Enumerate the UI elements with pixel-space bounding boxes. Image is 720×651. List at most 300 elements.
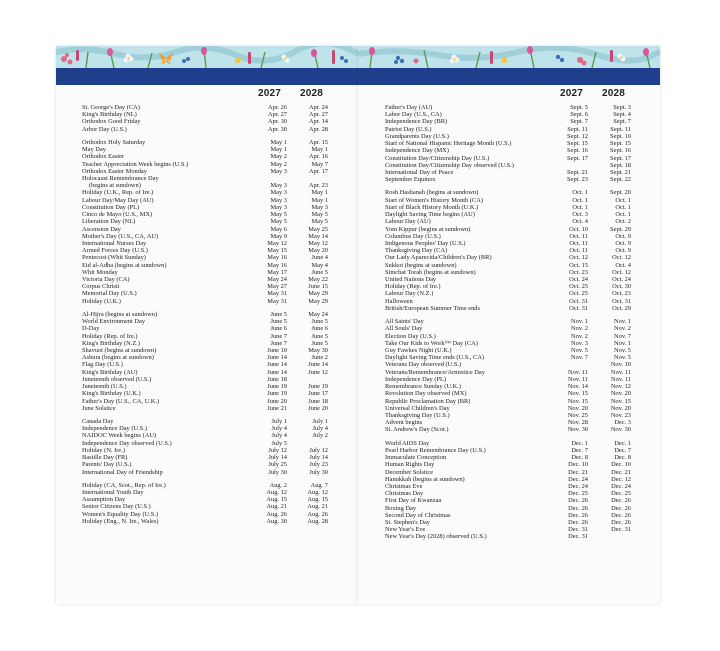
holiday-name: Labor Day (U.S., CA) — [385, 111, 442, 119]
date-2028: Nov. 7 — [614, 332, 631, 340]
date-2027: Nov. 30 — [567, 426, 588, 434]
date-2027: May 3 — [270, 196, 287, 204]
holiday-name: Holiday (CA, Scot., Rep. of Ire.) — [82, 481, 166, 489]
date-2028: June 20 — [308, 404, 328, 412]
date-2027: May 3 — [270, 182, 287, 190]
holiday-name: Whit Monday — [82, 268, 118, 276]
date-2028: Aug. 21 — [307, 503, 328, 511]
date-2027: Oct. 11 — [569, 232, 588, 240]
date-2027: Dec. 1 — [571, 439, 588, 447]
date-2028: Oct. 9 — [615, 247, 631, 255]
holiday-name: British/European Summer Time ends — [385, 304, 480, 312]
date-2028: May 7 — [311, 160, 328, 168]
holiday-row — [358, 247, 660, 254]
date-2027: June 14 — [267, 368, 287, 376]
holiday-name: Canada Day — [82, 417, 114, 425]
holiday-row — [358, 162, 660, 169]
holiday-row — [56, 276, 358, 283]
date-2027: Aug. 2 — [269, 481, 287, 489]
holiday-row — [358, 254, 660, 261]
holiday-row — [358, 262, 660, 269]
date-2027: July 30 — [268, 468, 287, 476]
holiday-row — [358, 490, 660, 497]
date-2027: Oct. 10 — [569, 225, 588, 233]
date-2027: May 5 — [270, 218, 287, 226]
date-2027: May 12 — [267, 239, 287, 247]
date-2027: May 27 — [267, 283, 287, 291]
holiday-name: King's Birthday (NL) — [82, 111, 137, 119]
date-2028: Nov. 30 — [610, 426, 631, 434]
holiday-name: King's Birthday (U.K.) — [82, 390, 141, 398]
holiday-row — [358, 325, 660, 332]
date-2028: June 4 — [311, 254, 328, 262]
holiday-row — [358, 354, 660, 361]
date-2028: Aug. 28 — [307, 517, 328, 525]
date-2027: Oct. 11 — [569, 247, 588, 255]
date-2028: Apr. 27 — [308, 111, 328, 119]
date-2028: Sept. 20 — [610, 189, 631, 197]
floral-header-illustration — [358, 46, 660, 68]
date-2028: Sept. 10 — [610, 132, 631, 140]
holiday-name: Grandparents Day (U.S.) — [385, 132, 449, 140]
date-2027: Dec. 26 — [568, 504, 588, 512]
holiday-row — [358, 189, 660, 196]
date-2028: June 15 — [308, 283, 328, 291]
holiday-row — [358, 333, 660, 340]
holiday-row — [56, 226, 358, 233]
date-2028: June 18 — [308, 397, 328, 405]
date-2028: June 19 — [308, 383, 328, 391]
holiday-name: All Saints' Day — [385, 318, 424, 326]
date-2028: Sept. 16 — [610, 147, 631, 155]
holiday-row — [358, 454, 660, 461]
date-2028: Oct. 4 — [615, 261, 631, 269]
date-2027: Nov. 15 — [567, 390, 588, 398]
date-2028: Nov. 11 — [611, 375, 631, 383]
holiday-row — [56, 347, 358, 354]
holiday-name: December Solstice — [385, 468, 434, 476]
date-2027: June 19 — [267, 390, 287, 398]
date-2027: Oct. 31 — [569, 297, 588, 305]
holiday-name: Independence Day (BR) — [385, 118, 448, 126]
holiday-name: Universal Children's Day — [385, 404, 450, 412]
date-2028: June 14 — [308, 361, 328, 369]
date-2028: June 5 — [311, 339, 328, 347]
holiday-name: Constitution Day/Citizenship Day observed (U.S.) — [385, 161, 514, 169]
holiday-name: Start of National Hispanic Heritage Month (U.S.) — [385, 140, 512, 148]
holiday-row — [56, 247, 358, 254]
holiday-name: St. Andrew's Day (Scot.) — [385, 426, 449, 434]
date-2028: Nov. 10 — [610, 361, 631, 369]
holiday-name: D-Day — [82, 325, 100, 333]
holiday-row — [56, 254, 358, 261]
holiday-name: New Year's Day (2028) observed (U.S.) — [385, 533, 487, 541]
holiday-row — [56, 182, 358, 189]
date-2027: June 14 — [267, 354, 287, 362]
date-2027: May 3 — [270, 189, 287, 197]
date-2027: June 14 — [267, 361, 287, 369]
holiday-row — [358, 169, 660, 176]
date-2028: Nov. 20 — [610, 404, 631, 412]
holiday-name: Al-Hijra (begins at sundown) — [82, 310, 158, 318]
holiday-row — [56, 489, 358, 496]
date-2027: Sept. 6 — [570, 111, 588, 119]
date-2028: Sept. 4 — [613, 111, 631, 119]
date-2028: Sept. 17 — [610, 154, 631, 162]
date-2027: Nov. 20 — [567, 404, 588, 412]
date-2028: Oct. 9 — [615, 232, 631, 240]
holiday-row — [56, 340, 358, 347]
holiday-name: Yom Kippur (begins at sundown) — [385, 225, 471, 233]
date-2028: Dec. 1 — [614, 439, 631, 447]
holiday-row — [56, 161, 358, 168]
holiday-row — [56, 290, 358, 297]
holiday-row — [56, 189, 358, 196]
holiday-row — [358, 405, 660, 412]
holiday-row — [56, 197, 358, 204]
holiday-name: Labour Day/May Day (AU) — [82, 196, 154, 204]
date-2028: Oct. 12 — [612, 254, 631, 262]
holiday-name: September Equinox — [385, 176, 436, 184]
date-2027: Oct. 15 — [569, 261, 588, 269]
year-header-2028: 2028 — [602, 88, 626, 99]
date-2027: Nov. 25 — [567, 411, 588, 419]
holiday-name: Independence Day observed (U.S.) — [82, 439, 172, 447]
date-2027: July 25 — [268, 461, 287, 469]
date-2028: Sept. 7 — [613, 118, 631, 126]
date-2027: Sept. 23 — [567, 176, 588, 184]
holiday-row — [358, 104, 660, 111]
date-2028: Nov. 1 — [614, 339, 631, 347]
date-2027: Oct. 24 — [569, 276, 588, 284]
holiday-name: Mother's Day (U.S., CA, AU) — [82, 232, 159, 240]
holiday-row — [56, 447, 358, 454]
date-2027: Dec. 24 — [568, 475, 588, 483]
holiday-row — [56, 104, 358, 111]
holiday-name: Holiday (Eng., N. Ire., Wales) — [82, 517, 159, 525]
date-2027: Dec. 7 — [571, 446, 588, 454]
holiday-row — [56, 318, 358, 325]
date-2027: Apr. 30 — [267, 118, 287, 126]
date-2028: Dec. 26 — [611, 504, 631, 512]
date-2028: Apr. 28 — [308, 125, 328, 133]
holiday-row — [358, 469, 660, 476]
date-2028: May 29 — [308, 297, 328, 305]
date-2027: Oct. 12 — [569, 254, 588, 262]
holiday-name: Thanksgiving Day (U.S.) — [385, 411, 450, 419]
date-2028: May 25 — [308, 225, 328, 233]
date-2028: July 4 — [312, 425, 328, 433]
holiday-row — [358, 218, 660, 225]
holiday-name: Orthodox Good Friday — [82, 118, 141, 126]
holiday-name: Orthodox Holy Saturday — [82, 138, 146, 146]
date-2027: July 12 — [268, 446, 287, 454]
holiday-row — [358, 419, 660, 426]
holiday-list — [358, 104, 660, 541]
holiday-row — [56, 361, 358, 368]
date-2028: Dec. 12 — [611, 475, 631, 483]
holiday-row — [358, 347, 660, 354]
holiday-name: Juneteenth (U.S.) — [82, 383, 127, 391]
holiday-name: Father's Day (U.S., CA, U.K.) — [82, 397, 160, 405]
holiday-name: Constitution Day/Citizenship Day (U.S.) — [385, 154, 490, 162]
date-2028: June 5 — [311, 332, 328, 340]
holiday-name: Rosh Hashanah (begins at sundown) — [385, 189, 479, 197]
date-2027: Nov. 5 — [571, 347, 588, 354]
date-2027: Dec. 21 — [568, 468, 588, 476]
holiday-row — [358, 461, 660, 468]
date-2028: Apr. 24 — [308, 104, 328, 111]
holiday-row — [56, 405, 358, 412]
holiday-name: Human Rights Day — [385, 461, 435, 469]
holiday-name: Orthodox Easter — [82, 153, 125, 161]
holiday-name: May Day — [82, 146, 106, 154]
holiday-name: Revolution Day observed (MX) — [385, 390, 467, 398]
holiday-row — [358, 126, 660, 133]
holiday-row — [358, 476, 660, 483]
date-2028: Aug. 15 — [307, 496, 328, 504]
holiday-name: Immaculate Conception — [385, 454, 447, 462]
holiday-name: Holiday (N. Ire.) — [82, 446, 125, 454]
holiday-name: Pentecost (Whit Sunday) — [82, 254, 146, 262]
holiday-name: Remembrance Sunday (U.K.) — [385, 383, 461, 391]
holiday-row — [56, 482, 358, 489]
holiday-name: Shavuot (begins at sundown) — [82, 347, 157, 354]
holiday-name: Start of Black History Month (U.K.) — [385, 203, 479, 211]
holiday-row — [358, 318, 660, 325]
holiday-row — [358, 155, 660, 162]
holiday-name: Labour Day (N.Z.) — [385, 290, 434, 298]
date-2028: July 1 — [312, 417, 328, 425]
holiday-name: Sukkot (begins at sundown) — [385, 261, 457, 269]
holiday-name: Pearl Harbor Remembrance Day (U.S.) — [385, 446, 486, 454]
holiday-name: International Day of Friendship — [82, 468, 163, 476]
holiday-row — [56, 298, 358, 305]
holiday-name: Victoria Day (CA) — [82, 276, 130, 284]
holiday-row — [56, 518, 358, 525]
holiday-row — [358, 276, 660, 283]
holiday-name: St. Stephen's Day — [385, 519, 430, 527]
holiday-row — [56, 118, 358, 125]
date-2028: May 5 — [311, 218, 328, 226]
date-2028: July 12 — [309, 446, 328, 454]
floral-header-illustration — [56, 46, 358, 68]
holiday-name: Daylight Saving Time begins (AU) — [385, 211, 475, 219]
holiday-name: Holiday (U.K.) — [82, 297, 121, 305]
date-2027: July 14 — [268, 454, 287, 462]
holiday-name: Veterans Day observed (U.S.) — [385, 361, 462, 369]
date-2027: Oct. 11 — [569, 239, 588, 247]
date-2027: Dec. 8 — [571, 454, 588, 462]
holiday-row — [358, 440, 660, 447]
date-2027: July 4 — [271, 425, 287, 433]
date-2027: Oct. 23 — [569, 268, 588, 276]
holiday-row — [56, 369, 358, 376]
date-2028: Nov. 2 — [614, 325, 631, 333]
date-2028: Nov. 15 — [610, 397, 631, 405]
holiday-name: Armed Forces Day (U.S.) — [82, 247, 148, 255]
date-2028: Sept. 18 — [610, 161, 631, 169]
holiday-name: Advent begins — [385, 419, 423, 427]
date-2028: Oct. 24 — [612, 276, 631, 284]
date-2027: Dec. 26 — [568, 519, 588, 527]
date-2027: Oct. 25 — [569, 290, 588, 298]
holiday-row — [358, 497, 660, 504]
date-2028: May 14 — [308, 232, 328, 240]
holiday-name: Holiday (Rep. of Ire.) — [82, 332, 138, 340]
holiday-name: Start of Women's History Month (CA) — [385, 196, 483, 204]
date-2028: Oct. 1 — [615, 203, 631, 211]
date-2027: Nov. 2 — [571, 332, 588, 340]
holiday-row — [358, 376, 660, 383]
date-2028: June 5 — [311, 268, 328, 276]
holiday-name: Assumption Day — [82, 496, 126, 504]
holiday-name: Cinco de Mayo (U.S., MX) — [82, 211, 153, 219]
holiday-row — [56, 233, 358, 240]
holiday-name: Christmas Day — [385, 490, 424, 498]
date-2027: May 16 — [267, 261, 287, 269]
holiday-row — [56, 325, 358, 332]
holiday-row — [358, 204, 660, 211]
date-2027: July 4 — [271, 432, 287, 440]
holiday-row — [358, 111, 660, 118]
date-2028: June 12 — [308, 368, 328, 376]
holiday-row — [358, 211, 660, 218]
date-2027: June 19 — [267, 383, 287, 391]
holiday-name: Corpus Christi — [82, 283, 120, 291]
holiday-row — [56, 511, 358, 518]
holiday-row — [358, 176, 660, 183]
holiday-name: Christmas Eve — [385, 482, 423, 490]
holiday-name: First Day of Kwanzaa — [385, 497, 442, 505]
holiday-row — [56, 333, 358, 340]
holiday-row — [56, 111, 358, 118]
holiday-row — [358, 283, 660, 290]
date-2028: Dec. 25 — [611, 490, 631, 498]
holiday-name: Patriot Day (U.S.) — [385, 125, 432, 133]
holiday-row — [358, 197, 660, 204]
holiday-name: Daylight Saving Time ends (U.S., CA) — [385, 354, 485, 362]
date-2028: Dec. 26 — [611, 497, 631, 505]
holiday-name: New Year's Eve — [385, 526, 426, 534]
date-2028: Oct. 2 — [615, 218, 631, 226]
holiday-row — [358, 340, 660, 347]
holiday-row — [56, 454, 358, 461]
holiday-row — [358, 269, 660, 276]
date-2027: May 6 — [270, 225, 287, 233]
date-2027: June 10 — [267, 347, 287, 354]
holiday-row — [56, 311, 358, 318]
date-2027: May 3 — [270, 203, 287, 211]
holiday-name: Holiday (Rep. of Ire.) — [385, 283, 441, 291]
holiday-row — [56, 211, 358, 218]
date-2027: Sept. 5 — [570, 104, 588, 111]
holiday-name: Ascension Day — [82, 225, 121, 233]
holiday-row — [358, 369, 660, 376]
date-2028: June 5 — [311, 318, 328, 326]
date-2028: Dec. 3 — [614, 419, 631, 427]
date-2027: May 24 — [267, 276, 287, 284]
date-2027: May 2 — [270, 153, 287, 161]
holiday-name: Orthodox Easter Monday — [82, 167, 147, 175]
holiday-row — [358, 305, 660, 312]
holiday-name: Thanksgiving Day (CA) — [385, 247, 448, 255]
date-2027: May 17 — [267, 268, 287, 276]
date-2027: June 21 — [267, 404, 287, 412]
date-2027: Dec. 31 — [568, 533, 588, 541]
date-2028: Oct. 23 — [612, 290, 631, 298]
date-2027: May 15 — [267, 247, 287, 255]
date-2028: Apr. 23 — [308, 182, 328, 190]
header-band — [358, 68, 660, 85]
date-2027: Nov. 1 — [571, 318, 588, 326]
date-2027: Oct. 1 — [572, 189, 588, 197]
holiday-row — [358, 140, 660, 147]
holiday-row — [358, 533, 660, 540]
date-2027: June 5 — [270, 318, 287, 326]
date-2027: Apr. 26 — [267, 104, 287, 111]
date-2027: Oct. 4 — [572, 218, 588, 226]
date-2028: Apr. 17 — [308, 167, 328, 175]
holiday-name: Constitution Day (PL) — [82, 203, 140, 211]
date-2028: July 14 — [309, 454, 328, 462]
holiday-row — [358, 483, 660, 490]
date-2027: Aug. 15 — [266, 496, 287, 504]
date-2027: Nov. 11 — [568, 375, 588, 383]
holiday-row — [56, 139, 358, 146]
holiday-row — [56, 432, 358, 439]
date-2027: July 1 — [271, 417, 287, 425]
holiday-name: Hanukkah (begins at sundown) — [385, 475, 465, 483]
date-2028: Dec. 26 — [611, 511, 631, 519]
date-2027: Sept. 7 — [570, 118, 588, 126]
holiday-row — [56, 204, 358, 211]
date-2028: May 5 — [311, 211, 328, 219]
date-2028: Apr. 15 — [308, 138, 328, 146]
holiday-row — [358, 298, 660, 305]
date-2028: May 30 — [308, 347, 328, 354]
date-2028: Aug. 26 — [307, 510, 328, 518]
date-2028: May 12 — [308, 239, 328, 247]
date-2028: May 1 — [311, 189, 328, 197]
date-2027: May 1 — [270, 146, 287, 154]
holiday-row — [56, 376, 358, 383]
date-2028: Dec. 21 — [611, 468, 631, 476]
date-2027: May 31 — [267, 290, 287, 298]
holiday-name: Indigenous Peoples' Day (U.S.) — [385, 239, 466, 247]
date-2027: Aug. 12 — [266, 488, 287, 496]
holiday-name: Guy Fawkes Night (U.K.) — [385, 347, 452, 354]
holiday-row — [56, 168, 358, 175]
holiday-row — [358, 505, 660, 512]
date-2027: Sept. 15 — [567, 140, 588, 148]
date-2027: Sept. 21 — [567, 168, 588, 176]
holiday-name: International Youth Day — [82, 488, 144, 496]
holiday-row — [56, 218, 358, 225]
date-2027: June 20 — [267, 397, 287, 405]
holiday-row — [358, 426, 660, 433]
holiday-row — [358, 233, 660, 240]
date-2028: Oct. 1 — [615, 196, 631, 204]
date-2028: Nov. 11 — [611, 368, 631, 376]
date-2028: Nov. 23 — [610, 411, 631, 419]
date-2028: June 2 — [311, 354, 328, 362]
holiday-name: Second Day of Christmas — [385, 511, 451, 519]
date-2028: Apr. 16 — [308, 153, 328, 161]
date-2028: May 20 — [308, 247, 328, 255]
date-2028: Oct. 31 — [612, 297, 631, 305]
date-2027: Oct. 1 — [572, 203, 588, 211]
